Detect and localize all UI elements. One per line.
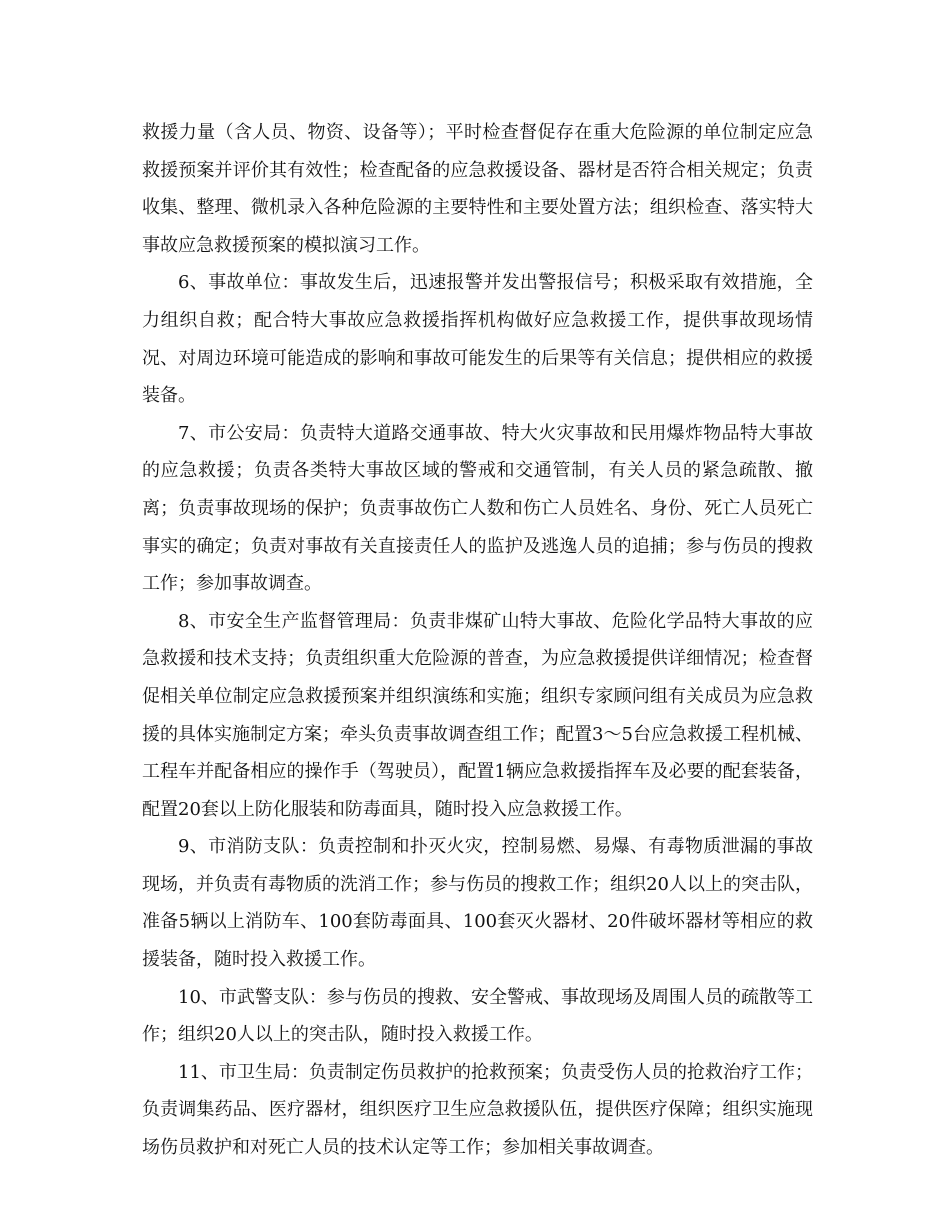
paragraph-armed-police: 10、市武警支队：参与伤员的搜救、安全警戒、事故现场及周围人员的疏散等工作；组织20人以上的突击队，随时投入救援工作。 <box>142 986 813 1046</box>
paragraph-public-security: 7、市公安局：负责特大道路交通事故、特大火灾事故和民用爆炸物品特大事故的应急救援；负责各类特大事故区域的警戒和交通管制，有关人员的紧急疏散、撤离；负责事故现场的保护；负责事故伤亡人数和伤亡人员姓名、身份、死亡人员死亡事实的确定；负责对事故有关直接责任人的监护及逃逸人员的追捕；参与伤员的搜救工作；参加事故调查。 <box>142 422 813 595</box>
paragraph-continuation: 救援力量（含人员、物资、设备等）；平时检查督促存在重大危险源的单位制定应急救援预案并评价其有效性；检查配备的应急救援设备、器材是否符合相关规定；负责收集、整理、微机录入各种危险源的主要特性和主要处置方法；组织检查、落实特大事故应急救援预案的模拟演习工作。 <box>142 122 813 256</box>
document-body <box>142 114 813 1167</box>
paragraph-safety-supervision: 8、市安全生产监督管理局：负责非煤矿山特大事故、危险化学品特大事故的应急救援和技术支持；负责组织重大危险源的普查，为应急救援提供详细情况；检查督促相关单位制定应急救援预案并组织演练和实施；组织专家顾问组有关成员为应急救援的具体实施制定方案；牵头负责事故调查组工作；配置3～5台应急救援工程机械、工程车并配备相应的操作手（驾驶员），配置1辆应急救援指挥车及必要的配套装备，配置20套以上防化服装和防毒面具，随时投入应急救援工作。 <box>142 610 813 820</box>
paragraph-health-bureau: 11、市卫生局：负责制定伤员救护的抢救预案；负责受伤人员的抢救治疗工作；负责调集药品、医疗器材，组织医疗卫生应急救援队伍，提供医疗保障；组织实施现场伤员救护和对死亡人员的技术认定等工作；参加相关事故调查。 <box>142 1061 813 1159</box>
paragraph-accident-unit: 6、事故单位：事故发生后，迅速报警并发出警报信号；积极采取有效措施，全力组织自救；配合特大事故应急救援指挥机构做好应急救援工作，提供事故现场情况、对周边环境可能造成的影响和事故可能发生的后果等有关信息；提供相应的救援装备。 <box>142 272 813 407</box>
paragraph-fire-brigade: 9、市消防支队：负责控制和扑灭火灾，控制易燃、易爆、有毒物质泄漏的事故现场，并负责有毒物质的洗消工作；参与伤员的搜救工作；组织20人以上的突击队，准备5辆以上消防车、100套防毒面具、100套灭火器材、20件破坏器材等相应的救援装备，随时投入救援工作。 <box>142 836 813 971</box>
